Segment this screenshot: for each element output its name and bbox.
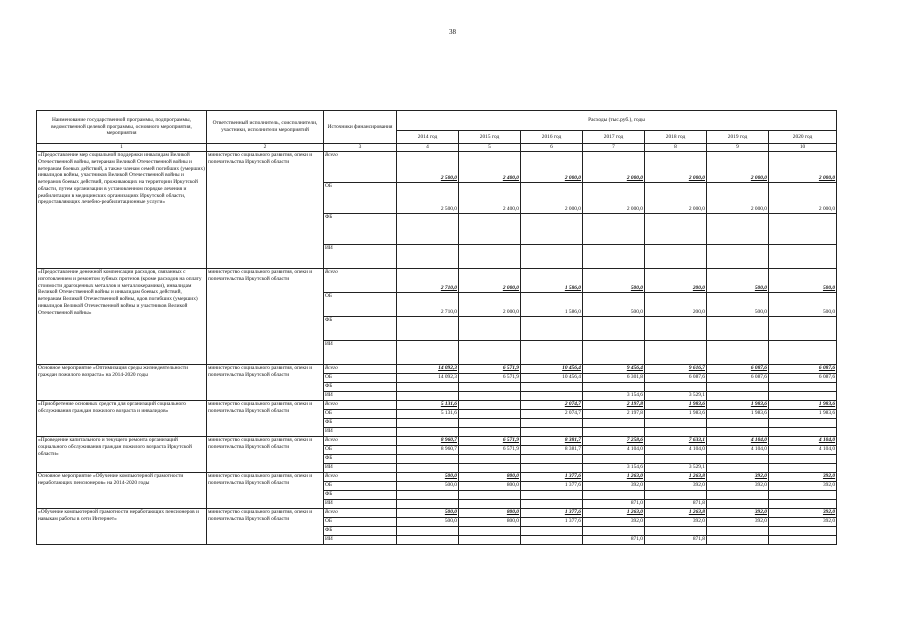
header-year: 2017 год xyxy=(583,131,645,144)
table-header xyxy=(37,111,837,152)
expense-value xyxy=(769,455,837,464)
expense-value: 392,0 xyxy=(707,482,769,491)
expense-value xyxy=(769,527,837,536)
column-number: 9 xyxy=(707,144,769,152)
expense-value: 6 087,6 xyxy=(645,374,707,383)
column-number: 4 xyxy=(397,144,459,152)
expense-value xyxy=(397,464,459,473)
funding-source: Всего xyxy=(324,365,397,374)
column-number: 7 xyxy=(583,144,645,152)
expense-value: 500,0 xyxy=(397,509,459,518)
expense-value xyxy=(645,341,707,365)
funding-source: ФБ xyxy=(324,383,397,392)
expense-value xyxy=(397,491,459,500)
expense-value: 392,0 xyxy=(645,482,707,491)
expense-value xyxy=(459,491,521,500)
expense-value: 2 500,0 xyxy=(397,183,459,214)
expense-value: 2 000,0 xyxy=(459,269,521,293)
table-body xyxy=(37,152,837,545)
expense-value: 6 571,9 xyxy=(459,446,521,455)
expense-value: 800,0 xyxy=(459,509,521,518)
expense-value: 2 074,7 xyxy=(521,410,583,419)
expense-value xyxy=(583,245,645,269)
executor-name: министерство социального развития, опеки и попечительства Иркутской области xyxy=(207,152,324,269)
expense-value xyxy=(645,491,707,500)
expense-value: 871,8 xyxy=(645,500,707,509)
expense-value xyxy=(459,455,521,464)
funding-source: ОБ xyxy=(324,518,397,527)
expense-value xyxy=(583,527,645,536)
column-number: 3 xyxy=(324,144,397,152)
header-source: Источники финансирования xyxy=(324,111,397,144)
expense-value: 8 381,7 xyxy=(521,446,583,455)
expense-value: 1 377,6 xyxy=(521,473,583,482)
expense-value: 500,0 xyxy=(583,293,645,317)
table-row xyxy=(37,509,837,518)
expense-value: 6 301,8 xyxy=(583,374,645,383)
expense-value xyxy=(459,410,521,419)
expense-value: 1 983,6 xyxy=(645,401,707,410)
expense-value xyxy=(397,341,459,365)
expense-value: 6 087,6 xyxy=(769,374,837,383)
expense-value xyxy=(521,500,583,509)
executor-name: министерство социального развития, опеки и попечительства Иркутской области xyxy=(207,509,324,545)
expense-value xyxy=(769,245,837,269)
expense-value xyxy=(397,392,459,401)
expense-value: 4 104,0 xyxy=(769,446,837,455)
header-year: 2018 год xyxy=(645,131,707,144)
expense-value: 500,0 xyxy=(397,482,459,491)
funding-source: ОБ xyxy=(324,183,397,214)
expense-value: 2 500,0 xyxy=(397,152,459,183)
expense-value xyxy=(397,245,459,269)
expense-value: 6 571,9 xyxy=(459,374,521,383)
expense-value: 871,0 xyxy=(583,500,645,509)
program-name: «Предоставление мер социальной поддержки инвалидам Великой Отечественной войны, ветеранам Великой Отечественной войны и ветеранам боевых действий, а также членам семей погибших (умерших) инвалидов войны, участников Великой Отечественной войны и ветеранов боевых действий, проживающих на территории Иркутской области, путем организации в установленном порядке лечения и реабилитации в медицинских организациях Иркутской области, предоставляющих лечебно-реабилитационные услуги» xyxy=(37,152,207,269)
expense-value xyxy=(521,392,583,401)
expense-value: 6 087,6 xyxy=(707,365,769,374)
funding-source: ИИ xyxy=(324,341,397,365)
expense-value xyxy=(769,214,837,245)
expense-value: 500,0 xyxy=(707,269,769,293)
expense-value: 392,0 xyxy=(583,482,645,491)
expense-value: 10 456,4 xyxy=(521,374,583,383)
expense-value: 5 131,6 xyxy=(397,401,459,410)
expense-value: 800,0 xyxy=(459,473,521,482)
expense-value xyxy=(707,317,769,341)
expense-value: 392,0 xyxy=(769,509,837,518)
expense-value: 8 381,7 xyxy=(521,437,583,446)
expense-value: 871,8 xyxy=(645,536,707,545)
expense-value: 2 000,0 xyxy=(769,183,837,214)
expense-value xyxy=(521,419,583,428)
expense-value xyxy=(707,428,769,437)
executor-name: министерство социального развития, опеки и попечительства Иркутской области xyxy=(207,473,324,509)
expense-value xyxy=(459,401,521,410)
table-row xyxy=(37,365,837,374)
expense-value: 1 377,6 xyxy=(521,509,583,518)
expense-value xyxy=(707,214,769,245)
expense-value: 1 586,0 xyxy=(521,269,583,293)
expense-value: 3 529,1 xyxy=(645,392,707,401)
funding-source: ОБ xyxy=(324,410,397,419)
expense-value: 4 104,0 xyxy=(707,437,769,446)
expense-value xyxy=(645,455,707,464)
funding-source: Всего xyxy=(324,401,397,410)
expense-value xyxy=(459,383,521,392)
expense-value xyxy=(769,341,837,365)
expense-value xyxy=(645,214,707,245)
expense-value: 1 263,0 xyxy=(583,473,645,482)
expense-value: 1 263,0 xyxy=(583,509,645,518)
expense-value: 2 000,0 xyxy=(769,152,837,183)
header-year: 2014 год xyxy=(397,131,459,144)
program-name: «Предоставление денежной компенсации расходов, связанных с изготовлением и ремонтом зубных протезов (кроме расходов на оплату стоимости драгоценных металлов и металлокерамики), инвалидам Великой Отечественной войны и инвалидам боевых действий, ветеранам Великой Отечественной войны, вдов погибших (умерших) инвалидов Великой Отечественной войны и участников Великой Отечественной войны» xyxy=(37,269,207,365)
expense-value: 500,0 xyxy=(583,269,645,293)
header-year: 2015 год xyxy=(459,131,521,144)
expense-value: 9 456,4 xyxy=(583,365,645,374)
funding-source: ФБ xyxy=(324,317,397,341)
expense-value xyxy=(707,419,769,428)
expense-value: 2 197,8 xyxy=(583,401,645,410)
expense-value xyxy=(769,536,837,545)
expense-value xyxy=(459,392,521,401)
funding-source: ИИ xyxy=(324,392,397,401)
expense-value: 2 000,0 xyxy=(583,183,645,214)
expense-value: 5 131,6 xyxy=(397,410,459,419)
funding-source: Всего xyxy=(324,437,397,446)
table-row xyxy=(37,473,837,482)
expense-value xyxy=(707,383,769,392)
funding-source: ФБ xyxy=(324,455,397,464)
expense-value xyxy=(397,536,459,545)
header-year: 2019 год xyxy=(707,131,769,144)
expense-value xyxy=(521,455,583,464)
header-year: 2016 год xyxy=(521,131,583,144)
expense-value: 1 263,8 xyxy=(645,473,707,482)
expense-value xyxy=(521,341,583,365)
expense-value xyxy=(707,341,769,365)
expense-value: 4 104,0 xyxy=(583,446,645,455)
expense-value: 6 571,9 xyxy=(459,365,521,374)
expense-value xyxy=(459,527,521,536)
column-number: 8 xyxy=(645,144,707,152)
expense-value xyxy=(583,214,645,245)
expense-value: 10 456,4 xyxy=(521,365,583,374)
program-name: «Проведение капитального и текущего ремонта организаций социального обслуживания граждан пожилого возраста Иркутской области» xyxy=(37,437,207,473)
expense-value xyxy=(459,245,521,269)
expense-value: 4 104,0 xyxy=(707,446,769,455)
expense-value: 2 400,0 xyxy=(459,152,521,183)
expense-value xyxy=(645,317,707,341)
expense-value xyxy=(397,527,459,536)
funding-source: ФБ xyxy=(324,214,397,245)
expense-value: 6 087,6 xyxy=(769,365,837,374)
column-number: 6 xyxy=(521,144,583,152)
funding-source: ИИ xyxy=(324,245,397,269)
expense-value xyxy=(397,455,459,464)
expense-value: 1 983,6 xyxy=(769,410,837,419)
expense-value xyxy=(769,491,837,500)
expense-value: 1 983,6 xyxy=(707,410,769,419)
expense-value xyxy=(521,383,583,392)
funding-source: ОБ xyxy=(324,374,397,383)
expense-value: 14 092,3 xyxy=(397,365,459,374)
expense-value: 1 263,8 xyxy=(645,509,707,518)
budget-table xyxy=(36,110,837,545)
expense-value: 8 960,7 xyxy=(397,437,459,446)
header-expenses: Расходы (тыс.руб.), годы xyxy=(397,111,837,131)
page-number: 38 xyxy=(449,28,456,36)
expense-value xyxy=(645,428,707,437)
expense-value xyxy=(459,428,521,437)
expense-value xyxy=(583,383,645,392)
funding-source: Всего xyxy=(324,473,397,482)
expense-value xyxy=(397,428,459,437)
expense-value xyxy=(769,383,837,392)
expense-value: 1 586,0 xyxy=(521,293,583,317)
expense-value: 2 710,0 xyxy=(397,293,459,317)
expense-value: 800,0 xyxy=(459,518,521,527)
expense-value: 2 197,8 xyxy=(583,410,645,419)
expense-value xyxy=(459,341,521,365)
expense-value xyxy=(707,455,769,464)
expense-value: 392,0 xyxy=(583,518,645,527)
expense-value xyxy=(769,428,837,437)
expense-value: 7 633,1 xyxy=(645,437,707,446)
expense-value: 2 000,0 xyxy=(707,152,769,183)
expense-value xyxy=(583,341,645,365)
expense-value xyxy=(459,317,521,341)
expense-value: 871,0 xyxy=(583,536,645,545)
expense-value xyxy=(645,245,707,269)
funding-source: Всего xyxy=(324,269,397,293)
program-name: Основное мероприятие «Оптимизация среды жизнедеятельности граждан пожилого возраста» на 2014-2020 годы xyxy=(37,365,207,401)
expense-value xyxy=(645,383,707,392)
expense-value: 3 154,6 xyxy=(583,392,645,401)
column-number: 1 xyxy=(37,144,207,152)
expense-value: 8 960,7 xyxy=(397,446,459,455)
expense-value xyxy=(397,383,459,392)
expense-value: 4 104,0 xyxy=(645,446,707,455)
executor-name: министерство социального развития, опеки и попечительства Иркутской области xyxy=(207,437,324,473)
expense-value xyxy=(521,491,583,500)
expense-value xyxy=(459,536,521,545)
expense-value xyxy=(583,455,645,464)
expense-value: 500,0 xyxy=(397,518,459,527)
executor-name: министерство социального развития, опеки и попечительства Иркутской области xyxy=(207,365,324,401)
expense-value: 2 400,0 xyxy=(459,183,521,214)
expense-value: 2 000,0 xyxy=(645,152,707,183)
expense-value: 1 983,6 xyxy=(645,410,707,419)
expense-value xyxy=(583,419,645,428)
expense-value: 9 616,7 xyxy=(645,365,707,374)
expense-value xyxy=(521,245,583,269)
expense-value xyxy=(459,419,521,428)
expense-value: 500,0 xyxy=(397,473,459,482)
expense-value xyxy=(707,491,769,500)
executor-name: министерство социального развития, опеки и попечительства Иркутской области xyxy=(207,269,324,365)
funding-source: ФБ xyxy=(324,527,397,536)
table-row xyxy=(37,269,837,293)
header-year: 2020 год xyxy=(769,131,837,144)
expense-value xyxy=(707,527,769,536)
expense-value: 6 087,6 xyxy=(707,374,769,383)
funding-source: Всего xyxy=(324,509,397,518)
expense-value xyxy=(521,527,583,536)
expense-value: 2 000,0 xyxy=(521,183,583,214)
table-row xyxy=(37,152,837,183)
expense-value: 2 710,0 xyxy=(397,269,459,293)
funding-source: ИИ xyxy=(324,464,397,473)
expense-value xyxy=(645,527,707,536)
expense-value: 14 092,3 xyxy=(397,374,459,383)
table-row xyxy=(37,401,837,410)
expense-value: 2 000,0 xyxy=(707,183,769,214)
expense-value: 392,0 xyxy=(707,473,769,482)
expense-value xyxy=(521,317,583,341)
expense-value: 500,0 xyxy=(769,293,837,317)
expense-value: 500,0 xyxy=(707,293,769,317)
expense-value: 3 154,6 xyxy=(583,464,645,473)
executor-name: министерство социального развития, опеки и попечительства Иркутской области xyxy=(207,401,324,437)
column-number: 5 xyxy=(459,144,521,152)
expense-value xyxy=(645,419,707,428)
expense-value: 4 104,0 xyxy=(769,437,837,446)
funding-source: ИИ xyxy=(324,428,397,437)
expense-value: 1 983,6 xyxy=(769,401,837,410)
expense-value xyxy=(521,214,583,245)
funding-source: ОБ xyxy=(324,446,397,455)
expense-value: 2 000,0 xyxy=(459,293,521,317)
funding-source: ОБ xyxy=(324,293,397,317)
expense-value xyxy=(521,428,583,437)
expense-value: 392,0 xyxy=(769,482,837,491)
header-name: Наименование государственной программы, подпрограммы, ведомственной целевой программы, основного мероприятия, мероприятия xyxy=(37,111,207,144)
expense-value: 392,0 xyxy=(769,473,837,482)
expense-value xyxy=(707,500,769,509)
expense-value xyxy=(707,536,769,545)
expense-value: 392,0 xyxy=(645,518,707,527)
expense-value xyxy=(459,214,521,245)
expense-value xyxy=(707,464,769,473)
funding-source: ФБ xyxy=(324,491,397,500)
funding-source: ИИ xyxy=(324,500,397,509)
expense-value xyxy=(769,464,837,473)
expense-value: 800,0 xyxy=(459,482,521,491)
expense-value xyxy=(769,392,837,401)
expense-value: 500,0 xyxy=(769,269,837,293)
funding-source: ОБ xyxy=(324,482,397,491)
expense-value: 200,0 xyxy=(645,269,707,293)
expense-value: 1 377,6 xyxy=(521,482,583,491)
expense-value: 2 000,0 xyxy=(521,152,583,183)
program-name: «Приобретение основных средств для организаций социального обслуживания граждан пожилого возраста и инвалидов» xyxy=(37,401,207,437)
expense-value xyxy=(583,428,645,437)
expense-value: 392,0 xyxy=(707,509,769,518)
expense-value: 2 000,0 xyxy=(645,183,707,214)
expense-value: 7 258,6 xyxy=(583,437,645,446)
expense-value xyxy=(521,464,583,473)
column-number: 2 xyxy=(207,144,324,152)
column-number: 10 xyxy=(769,144,837,152)
expense-value: 1 983,6 xyxy=(707,401,769,410)
expense-value: 392,0 xyxy=(769,518,837,527)
expense-value: 6 571,9 xyxy=(459,437,521,446)
expense-value xyxy=(769,500,837,509)
expense-value: 1 377,6 xyxy=(521,518,583,527)
expense-value xyxy=(459,500,521,509)
program-name: Основное мероприятие «Обучение компьютерной грамотности неработающих пенсионеров» на 2014-2020 годы xyxy=(37,473,207,509)
program-name: «Обучение компьютерной грамотности неработающих пенсионеров и навыкам работы в сети Интернет» xyxy=(37,509,207,545)
expense-value xyxy=(707,245,769,269)
expense-value xyxy=(583,317,645,341)
funding-source: Всего xyxy=(324,152,397,183)
expense-value xyxy=(707,392,769,401)
expense-value: 392,0 xyxy=(707,518,769,527)
expense-value xyxy=(397,500,459,509)
expense-value xyxy=(397,317,459,341)
expense-value xyxy=(583,491,645,500)
funding-source: ФБ xyxy=(324,419,397,428)
expense-value: 2 074,7 xyxy=(521,401,583,410)
header-executor: Ответственный исполнитель, соисполнители, участники, исполнители мероприятий xyxy=(207,111,324,144)
expense-value: 3 529,1 xyxy=(645,464,707,473)
expense-value xyxy=(459,464,521,473)
expense-value: 2 000,0 xyxy=(583,152,645,183)
expense-value: 200,0 xyxy=(645,293,707,317)
expense-value xyxy=(769,419,837,428)
expense-value xyxy=(397,214,459,245)
funding-source: ИИ xyxy=(324,536,397,545)
expense-value xyxy=(521,536,583,545)
expense-value xyxy=(769,317,837,341)
expense-value xyxy=(397,419,459,428)
table-row xyxy=(37,437,837,446)
